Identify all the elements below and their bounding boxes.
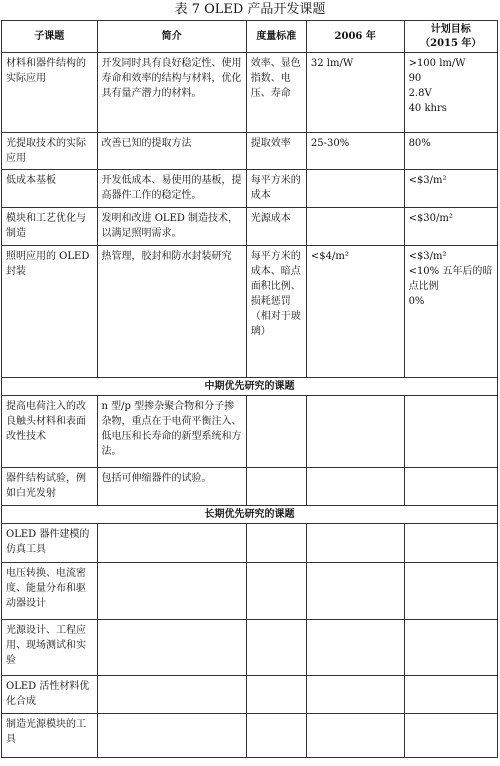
target-cell: <$3/m² <box>404 170 497 208</box>
value-2006-cell: 25-30% <box>306 133 404 170</box>
section-row-mid <box>2 378 498 396</box>
subtopic-cell: OLED 活性材料优化合成 <box>2 676 98 714</box>
table-row <box>2 396 498 468</box>
intro-cell <box>97 620 246 676</box>
value-2006-cell: 32 lm/W <box>306 53 404 133</box>
subtopic-cell: 电压转换、电流密度、能量分布和驱动器设计 <box>2 563 98 620</box>
intro-cell: 发明和改进 OLED 制造技术，以满足照明需求。 <box>97 208 246 246</box>
table-row <box>2 524 498 563</box>
value-2006-cell <box>306 620 404 676</box>
value-2006-cell <box>306 396 404 468</box>
table-row <box>2 170 498 208</box>
subtopic-cell: 照明应用的 OLED 封装 <box>2 246 98 378</box>
value-2006-cell <box>306 676 404 714</box>
value-2006-cell <box>306 170 404 208</box>
intro-cell <box>97 563 246 620</box>
table-title: 表 7 OLED 产品开发课题 <box>174 2 326 17</box>
subtopic-cell: 模块和工艺优化与制造 <box>2 208 98 246</box>
section-row-long <box>2 506 498 524</box>
subtopic-cell: 光源设计、工程应用、现场测试和实验 <box>2 620 98 676</box>
header-metric: 度量标准 <box>246 21 306 53</box>
subtopic-cell: OLED 器件建模的仿真工具 <box>2 524 98 563</box>
value-2006-cell <box>306 563 404 620</box>
intro-cell: 包括可伸缩器件的试验。 <box>97 468 246 506</box>
metric-cell: 效率、显色指数、电压、寿命 <box>246 53 306 133</box>
table-row <box>2 468 498 506</box>
target-cell: <$30/m² <box>404 208 497 246</box>
intro-cell: n 型/p 型掺杂聚合物和分子掺杂物，重点在于电荷平衡注入、低电压和长寿命的新型系统和方法。 <box>97 396 246 468</box>
subtopic-cell: 器件结构试验，例如白光发射 <box>2 468 98 506</box>
header-subtopic: 子课题 <box>2 21 98 53</box>
subtopic-cell: 制造光源模块的工具 <box>2 714 98 758</box>
table-row <box>2 563 498 620</box>
metric-cell <box>246 563 306 620</box>
metric-cell: 提取效率 <box>246 133 306 170</box>
subtopic-cell: 提高电荷注入的改良触头材料和表面改性技术 <box>2 396 98 468</box>
target-cell <box>404 524 497 563</box>
intro-cell <box>97 714 246 758</box>
table-row <box>2 714 498 758</box>
metric-cell <box>246 468 306 506</box>
oled-topics-table <box>1 20 498 758</box>
header-intro: 简介 <box>97 21 246 53</box>
value-2006-cell <box>306 714 404 758</box>
metric-cell <box>246 676 306 714</box>
target-cell <box>404 563 497 620</box>
metric-cell: 每平方米的成本 <box>246 170 306 208</box>
target-cell <box>404 468 497 506</box>
section-title-mid: 中期优先研究的课题 <box>2 378 498 396</box>
target-cell <box>404 620 497 676</box>
intro-cell <box>97 524 246 563</box>
section-title-long: 长期优先研究的课题 <box>2 506 498 524</box>
target-cell: 80% <box>404 133 497 170</box>
table-row <box>2 246 498 378</box>
target-cell <box>404 714 497 758</box>
value-2006-cell <box>306 468 404 506</box>
intro-cell: 改善已知的提取方法 <box>97 133 246 170</box>
header-row <box>2 21 498 53</box>
metric-cell <box>246 714 306 758</box>
subtopic-cell: 光提取技术的实际应用 <box>2 133 98 170</box>
table-row <box>2 208 498 246</box>
metric-cell: 每平方米的成本、暗点面积比例、损耗惩罚（相对于玻璃） <box>246 246 306 378</box>
target-cell: <$3/m² <10% 五年后的暗点比例 0% <box>404 246 497 378</box>
table-row <box>2 620 498 676</box>
intro-cell: 开发低成本、易使用的基板，提高器件工作的稳定性。 <box>97 170 246 208</box>
intro-cell: 开发同时具有良好稳定性、使用寿命和效率的结构与材料，优化具有量产潜力的材料。 <box>97 53 246 133</box>
subtopic-cell: 低成本基板 <box>2 170 98 208</box>
value-2006-cell <box>306 208 404 246</box>
intro-cell: 热管理，胶封和防水封装研究 <box>97 246 246 378</box>
subtopic-cell: 材料和器件结构的实际应用 <box>2 53 98 133</box>
value-2006-cell <box>306 524 404 563</box>
table-row <box>2 676 498 714</box>
target-cell: >100 lm/W 90 2.8V 40 khrs <box>404 53 497 133</box>
header-target-2015: 计划目标 （2015 年） <box>404 21 497 53</box>
metric-cell <box>246 524 306 563</box>
metric-cell <box>246 396 306 468</box>
value-2006-cell: <$4/m² <box>306 246 404 378</box>
target-cell <box>404 396 497 468</box>
metric-cell <box>246 620 306 676</box>
table-row <box>2 133 498 170</box>
intro-cell <box>97 676 246 714</box>
target-cell <box>404 676 497 714</box>
metric-cell: 光源成本 <box>246 208 306 246</box>
header-2006: 2006 年 <box>306 21 404 53</box>
table-row <box>2 53 498 133</box>
